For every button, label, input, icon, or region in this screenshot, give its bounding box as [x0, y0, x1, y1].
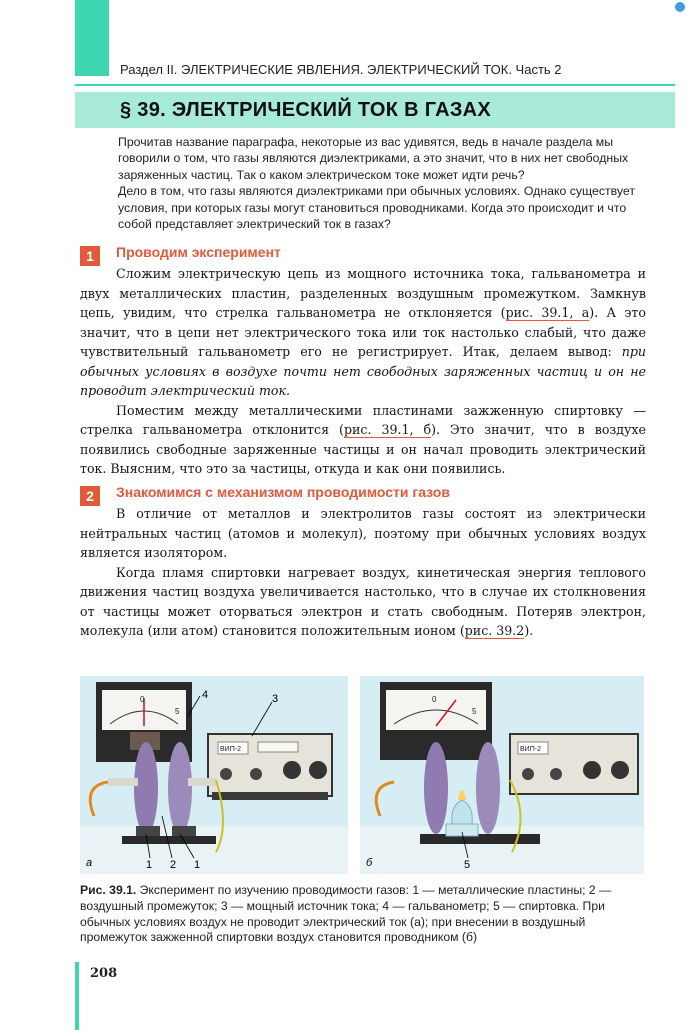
intro-paragraph-1: Прочитав название параграфа, некоторые из вас удивятся, ведь в начале раздела мы говорили о том, что газы являются диэлектриками, а это значит, что в них нет свободных заряженных частиц. Так о каком электрическом токе может идти речь? [118, 135, 629, 182]
experiment-b-illustration [360, 676, 644, 874]
svg-text:1: 1 [194, 859, 201, 871]
intro-block [118, 134, 648, 232]
section-1-body [80, 264, 646, 479]
svg-text:2: 2 [170, 859, 177, 871]
page-title: § 39. ЭЛЕКТРИЧЕСКИЙ ТОК В ГАЗАХ [120, 99, 492, 121]
section-2-paragraph-2: Когда пламя спиртовки нагревает воздух, кинетическая энергия теплового движения частиц воздуха увеличивается настолько, что в случае их столкновения от частицы может оторваться электрон и стать свободным. Потеряв электрон, молекула (или атом) становится положительным ионом (рис. 39.2). [80, 564, 646, 638]
svg-text:1: 1 [146, 859, 153, 871]
figure-photo-a [80, 676, 348, 874]
section-2-body [80, 504, 646, 641]
section-2-title: Знакомимся с механизмом проводимости газов [116, 484, 450, 500]
figure-reference-link[interactable]: рис. 39.1, а [505, 305, 590, 320]
svg-text:3: 3 [272, 693, 279, 705]
section-1-number: 1 [80, 246, 100, 266]
section-2-heading [80, 484, 450, 504]
intro-paragraph-2: Дело в том, что газы являются диэлектриками при обычных условиях. Однако существует условия, при которых газы могут становиться проводниками. Когда это происходит и что собой представляет электрический ток в газах? [118, 184, 635, 232]
svg-text:4: 4 [202, 689, 209, 701]
section-header: Раздел II. ЭЛЕКТРИЧЕСКИЕ ЯВЛЕНИЯ. ЭЛЕКТРИЧЕСКИЙ ТОК. Часть 2 [120, 62, 562, 77]
publisher-logo-icon [675, 2, 685, 12]
svg-text:ВИП-2: ВИП-2 [520, 746, 541, 753]
caption-text: Эксперимент по изучению проводимости газов: 1 — металлические пластины; 2 — воздушный промежуток; 3 — мощный источник тока; 4 — гальванометр; 5 — спиртовка. При обычных условиях воздух не проводит электрический ток (а); при внесении в воздушный промежуток зажженной спиртовки воздух становится проводником (б) [80, 883, 612, 945]
svg-text:0: 0 [432, 695, 437, 704]
experiment-a-illustration [80, 676, 348, 874]
section-1-paragraph-1: Сложим электрическую цепь из мощного источника тока, гальванометра и двух металлических пластин, разделенных воздушным промежутком. Замкнув цепь, увидим, что стрелка гальванометра не отклоняется (рис. 39.1, а). А это значит, что в цепи нет электрического тока или ток настолько слабый, что даже чувствительный гальванометр его не регистрирует. Итак, делаем вывод: при обычных условиях в воздухе почти нет свободных заряженных частиц и он не проводит электрический ток. [80, 266, 646, 398]
section-1-title: Проводим эксперимент [116, 244, 281, 260]
caption-figure-ref: Рис. 39.1. [80, 883, 137, 897]
figure-reference-link[interactable]: рис. 39.1, б [343, 422, 432, 437]
conclusion-italic: при обычных условиях в воздухе почти нет свободных заряженных частиц и он не проводит электрический ток. [80, 344, 646, 398]
figure-caption [80, 883, 646, 946]
section-2-paragraph-1: В отличие от металлов и электролитов газы состоят из электрически нейтральных частиц (атомов и молекул), поэтому при обычных условиях воздух является изолятором. [80, 506, 646, 560]
figure-photo-b [360, 676, 644, 874]
section-1-paragraph-2: Поместим между металлическими пластинами зажженную спиртовку — стрелка гальванометра отклонится (рис. 39.1, б). Это значит, что в воздухе появились свободные заряженные частицы и он начал проводить электрический ток. Выясним, что это за частицы, откуда и как они появились. [80, 402, 646, 476]
svg-text:0: 0 [140, 695, 145, 704]
section-2-number: 2 [80, 486, 100, 506]
svg-text:а: а [86, 857, 93, 869]
svg-text:5: 5 [464, 859, 471, 871]
top-accent-bar [75, 0, 109, 76]
svg-text:б: б [366, 857, 373, 869]
svg-text:5: 5 [472, 707, 477, 716]
svg-text:ВИП-2: ВИП-2 [220, 746, 241, 753]
figure-reference-link[interactable]: рис. 39.2 [464, 623, 525, 638]
header-divider [75, 84, 675, 86]
section-1-heading [80, 244, 281, 264]
page-number: 208 [90, 966, 118, 981]
bottom-accent-bar [75, 962, 79, 1030]
svg-text:5: 5 [175, 707, 180, 716]
